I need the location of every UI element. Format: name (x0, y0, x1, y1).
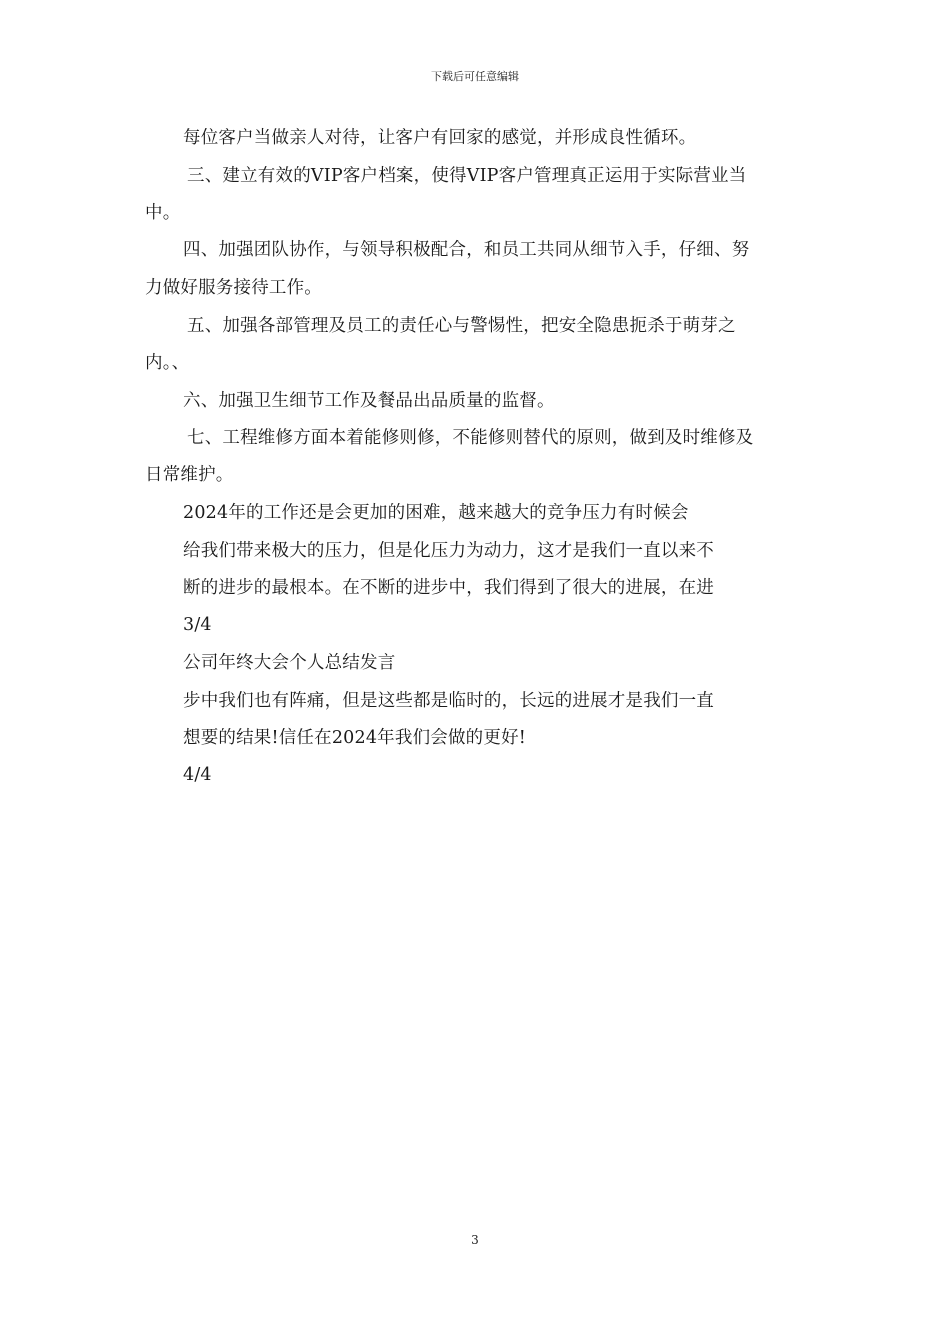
page-marker: 3/4 (183, 615, 212, 635)
paragraph-line: 三、建立有效的VIP客户档案，使得VIP客户管理真正运用于实际营业当 (187, 166, 747, 186)
page-marker: 4/4 (183, 765, 212, 785)
paragraph-line: 中。 (145, 203, 181, 223)
paragraph-line: 想要的结果!信任在2024年我们会做的更好! (183, 728, 526, 748)
paragraph-line: 每位客户当做亲人对待，让客户有回家的感觉，并形成良性循环。 (183, 128, 697, 148)
paragraph-line: 四、加强团队协作，与领导积极配合，和员工共同从细节入手，仔细、努 (183, 240, 750, 260)
paragraph-line: 日常维护。 (145, 465, 234, 485)
paragraph-line: 力做好服务接待工作。 (145, 278, 322, 298)
paragraph-line: 七、工程维修方面本着能修则修，不能修则替代的原则，做到及时维修及 (187, 428, 754, 448)
paragraph-line: 给我们带来极大的压力，但是化压力为动力，这才是我们一直以来不 (183, 541, 714, 561)
paragraph-line: 断的进步的最根本。在不断的进步中，我们得到了很大的进展，在进 (183, 578, 714, 598)
page-header: 下载后可任意编辑 (431, 70, 519, 83)
paragraph-line: 2024年的工作还是会更加的困难，越来越大的竞争压力有时候会 (183, 503, 689, 523)
paragraph-line: 五、加强各部管理及员工的责任心与警惕性，把安全隐患扼杀于萌芽之 (187, 316, 736, 336)
paragraph-line: 六、加强卫生细节工作及餐品出品质量的监督。 (183, 391, 555, 411)
paragraph-line: 内。、 (145, 353, 190, 373)
document-title: 公司年终大会个人总结发言 (183, 653, 396, 673)
paragraph-line: 步中我们也有阵痛，但是这些都是临时的，长远的进展才是我们一直 (183, 691, 714, 711)
page-number: 3 (471, 1233, 479, 1247)
